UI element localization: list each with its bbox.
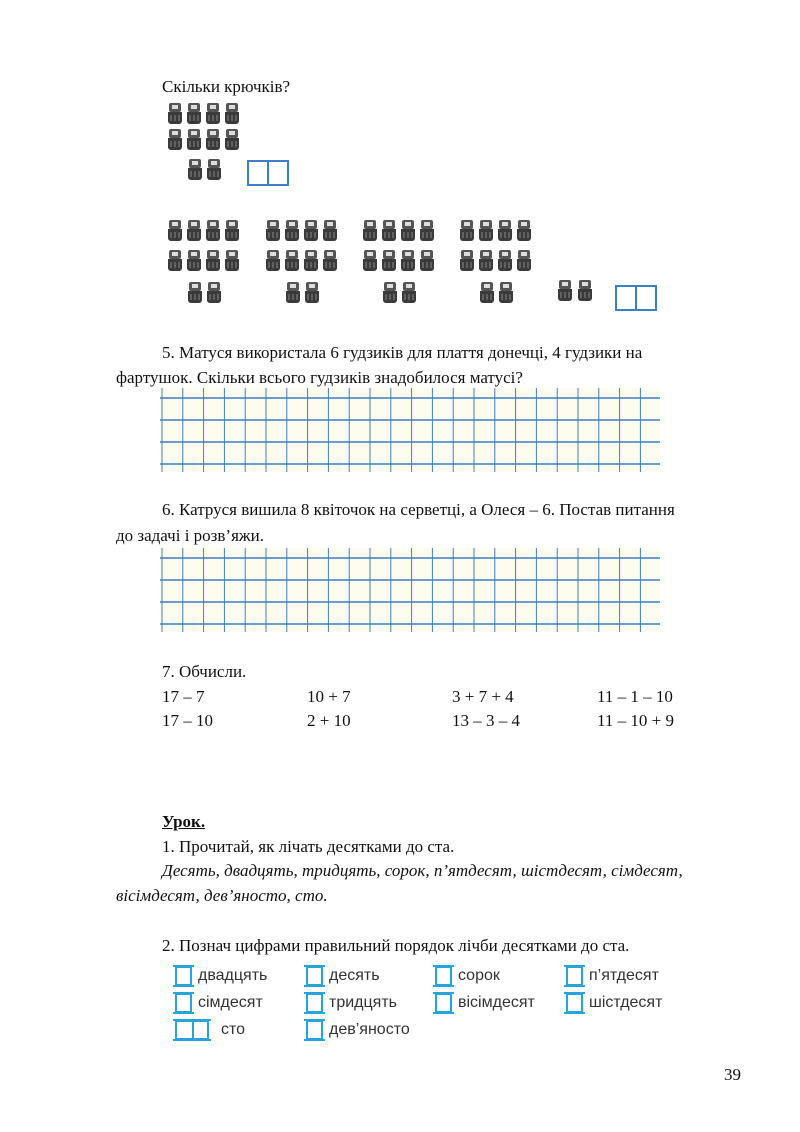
- expression: 2 + 10: [307, 711, 351, 730]
- word-item[interactable]: вісімдесят: [435, 993, 535, 1013]
- hook-icon: [399, 220, 417, 247]
- expression: 13 – 3 – 4: [452, 711, 520, 730]
- hook-icon: [380, 250, 398, 277]
- hook-icon: [496, 250, 514, 277]
- expression: 17 – 7: [162, 687, 205, 706]
- task6-line2: до задачі і розв’яжи.: [116, 526, 264, 545]
- hook-icon: [302, 250, 320, 277]
- hook-icon: [205, 282, 223, 309]
- word-item[interactable]: тридцять: [306, 993, 397, 1013]
- hook-icon: [515, 220, 533, 247]
- word-item[interactable]: дев’яносто: [306, 1020, 410, 1040]
- word-item[interactable]: шістдесят: [566, 993, 662, 1013]
- task7-title: 7. Обчисли.: [162, 662, 247, 681]
- expression: 11 – 10 + 9: [597, 711, 674, 730]
- word-item[interactable]: сорок: [435, 966, 500, 986]
- hook-icon: [477, 220, 495, 247]
- hook-icon: [204, 220, 222, 247]
- word-item[interactable]: сімдесят: [175, 993, 263, 1013]
- answer-box-small[interactable]: [247, 160, 287, 186]
- word-item[interactable]: п’ятдесят: [566, 966, 659, 986]
- hook-icon: [204, 250, 222, 277]
- hook-icon: [400, 282, 418, 309]
- page-number: 39: [724, 1065, 741, 1084]
- hook-icon: [185, 129, 203, 156]
- hook-icon: [321, 220, 339, 247]
- hook-icon: [458, 250, 476, 277]
- hook-icon: [223, 129, 241, 156]
- hook-icon: [497, 282, 515, 309]
- hook-icon: [321, 250, 339, 277]
- hook-icon: [185, 103, 203, 130]
- hook-icon: [223, 103, 241, 130]
- task6-line1: 6. Катруся вишила 8 квіточок на серветці, а Олеся – 6. Постав питання: [162, 500, 675, 519]
- hook-icon: [399, 250, 417, 277]
- hook-icon: [185, 220, 203, 247]
- hook-icon: [186, 159, 204, 186]
- hook-icon: [204, 129, 222, 156]
- hook-icon: [303, 282, 321, 309]
- hook-icon: [283, 220, 301, 247]
- expression: 3 + 7 + 4: [452, 687, 514, 706]
- word-item[interactable]: десять: [306, 966, 380, 986]
- hook-icon: [418, 250, 436, 277]
- task7-row-2: [162, 708, 742, 734]
- hook-icon: [166, 103, 184, 130]
- hook-icon: [478, 282, 496, 309]
- hook-icon: [186, 282, 204, 309]
- hook-icon: [204, 103, 222, 130]
- answer-box-large[interactable]: [615, 285, 655, 311]
- hook-icon: [284, 282, 302, 309]
- task7-row-1: [162, 684, 742, 710]
- word-item[interactable]: двадцять: [175, 966, 267, 986]
- expression: 11 – 1 – 10: [597, 687, 673, 706]
- hook-icon: [223, 250, 241, 277]
- lesson-task1-line2: вісімдесят, дев’яносто, сто.: [116, 886, 328, 905]
- hook-icon: [361, 220, 379, 247]
- expression: 17 – 10: [162, 711, 213, 730]
- hook-icon: [418, 220, 436, 247]
- answer-grid-task5[interactable]: [160, 388, 660, 472]
- hook-icon: [185, 250, 203, 277]
- hook-icon: [380, 220, 398, 247]
- hook-icon: [361, 250, 379, 277]
- hook-icon: [283, 250, 301, 277]
- lesson-task2-title: 2. Познач цифрами правильний порядок лічби десятками до ста.: [162, 936, 630, 955]
- answer-grid-task6[interactable]: [160, 548, 660, 632]
- hooks-question: Скільки крючків?: [162, 77, 291, 96]
- hook-icon: [381, 282, 399, 309]
- hook-icon: [556, 280, 574, 307]
- hook-icon: [264, 220, 282, 247]
- lesson-task1-title: 1. Прочитай, як лічать десятками до ста.: [162, 837, 455, 856]
- hook-icon: [576, 280, 594, 307]
- lesson-heading: Урок.: [162, 812, 206, 831]
- task5-line2: фартушок. Скільки всього гудзиків знадобилося матусі?: [116, 368, 523, 387]
- task5-line1: 5. Матуся використала 6 гудзиків для плаття донечці, 4 гудзики на: [162, 343, 643, 362]
- hook-icon: [458, 220, 476, 247]
- lesson-task1-line1: Десять, двадцять, тридцять, сорок, п’ятдесят, шістдесят, сімдесят,: [162, 861, 683, 880]
- hook-icon: [166, 250, 184, 277]
- expression: 10 + 7: [307, 687, 351, 706]
- hook-icon: [302, 220, 320, 247]
- hook-icon: [477, 250, 495, 277]
- hook-icon: [166, 220, 184, 247]
- hook-icon: [515, 250, 533, 277]
- hook-icon: [205, 159, 223, 186]
- word-item[interactable]: сто: [175, 1020, 245, 1040]
- hook-icon: [496, 220, 514, 247]
- hook-icon: [223, 220, 241, 247]
- hook-icon: [166, 129, 184, 156]
- hook-icon: [264, 250, 282, 277]
